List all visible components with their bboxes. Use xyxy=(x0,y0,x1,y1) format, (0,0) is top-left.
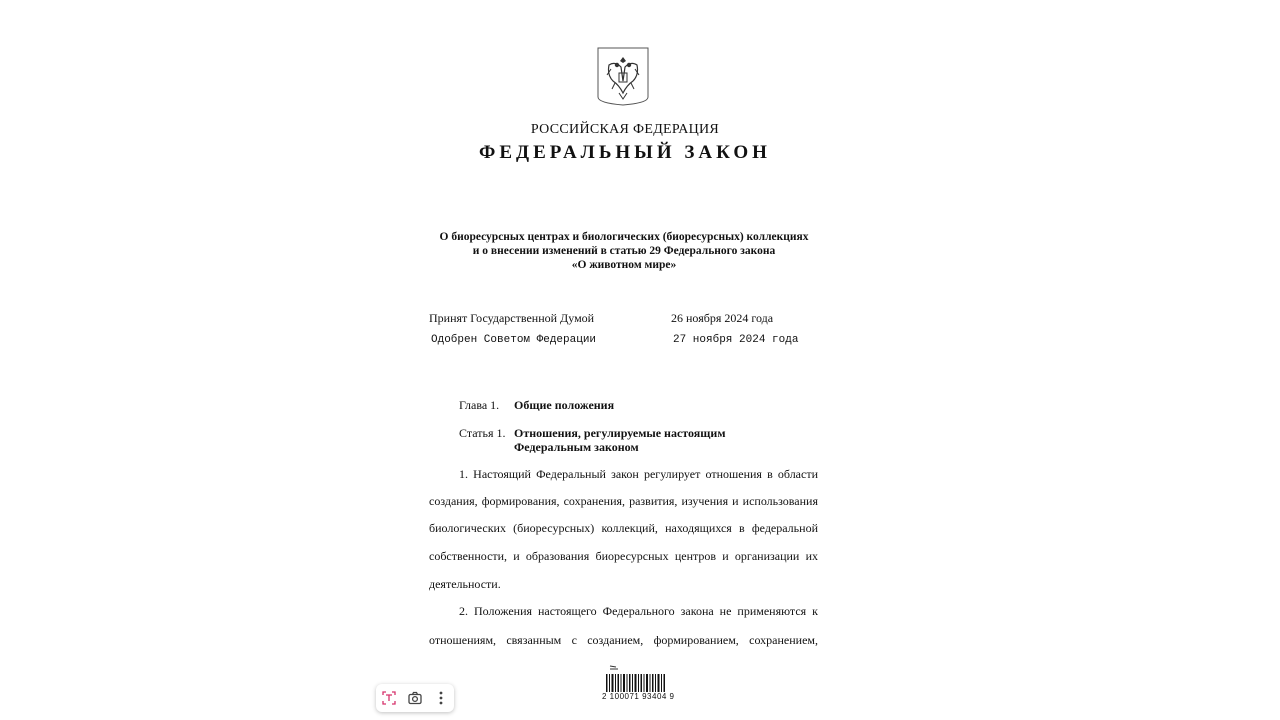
more-options-button[interactable] xyxy=(430,687,452,709)
law-title-line: и о внесении изменений в статью 29 Федерального закона xyxy=(472,245,776,257)
body-line: 2. Положения настоящего Федерального закона не применяются к xyxy=(459,604,818,618)
law-title-line: «О животном мире» xyxy=(571,259,677,271)
article-title xyxy=(514,426,774,454)
barcode-number: 2 100071 93404 9 xyxy=(602,692,675,701)
camera-icon xyxy=(407,690,423,706)
duma-adoption-date: 26 ноября 2024 года xyxy=(671,311,774,325)
article-number: Статья 1. xyxy=(459,426,506,440)
body-line: биологических (биоресурсных) коллекций, находящихся в федеральной xyxy=(429,521,818,535)
chapter-heading xyxy=(459,398,774,413)
article-title-line: Отношения, регулируемые настоящим xyxy=(514,426,726,440)
article-title-line: Федеральным законом xyxy=(514,440,639,454)
floating-toolbar xyxy=(376,684,454,712)
text-select-icon xyxy=(381,690,397,706)
country-heading: РОССИЙСКАЯ ФЕДЕРАЦИЯ xyxy=(530,122,720,137)
body-line: деятельности. xyxy=(429,577,501,591)
chapter-number: Глава 1. xyxy=(459,398,500,412)
duma-adoption-label: Принят Государственной Думой xyxy=(429,311,595,325)
more-vertical-icon xyxy=(433,690,449,706)
camera-button[interactable] xyxy=(404,687,426,709)
document-type-heading: ФЕДЕРАЛЬНЫЙ ЗАКОН xyxy=(479,142,771,163)
coat-of-arms-emblem xyxy=(597,47,649,106)
law-title-line: О биоресурсных центрах и биологических (биоресурсных) коллекциях xyxy=(439,231,809,243)
article-heading xyxy=(459,426,774,454)
body-line: создания, формирования, сохранения, развития, изучения и использования xyxy=(429,494,818,508)
body-line: собственности, и образования биоресурсных центров и организации их xyxy=(429,549,818,563)
body-line: отношениям, связанным с созданием, формированием, сохранением, xyxy=(429,633,818,647)
law-title xyxy=(426,230,822,272)
council-approval-date: 27 ноября 2024 года xyxy=(673,334,799,346)
body-line: 1. Настоящий Федеральный закон регулирует отношения в области xyxy=(459,467,818,481)
chapter-title: Общие положения xyxy=(514,398,615,412)
text-select-button[interactable] xyxy=(378,687,400,709)
council-approval-label: Одобрен Советом Федерации xyxy=(431,334,597,346)
